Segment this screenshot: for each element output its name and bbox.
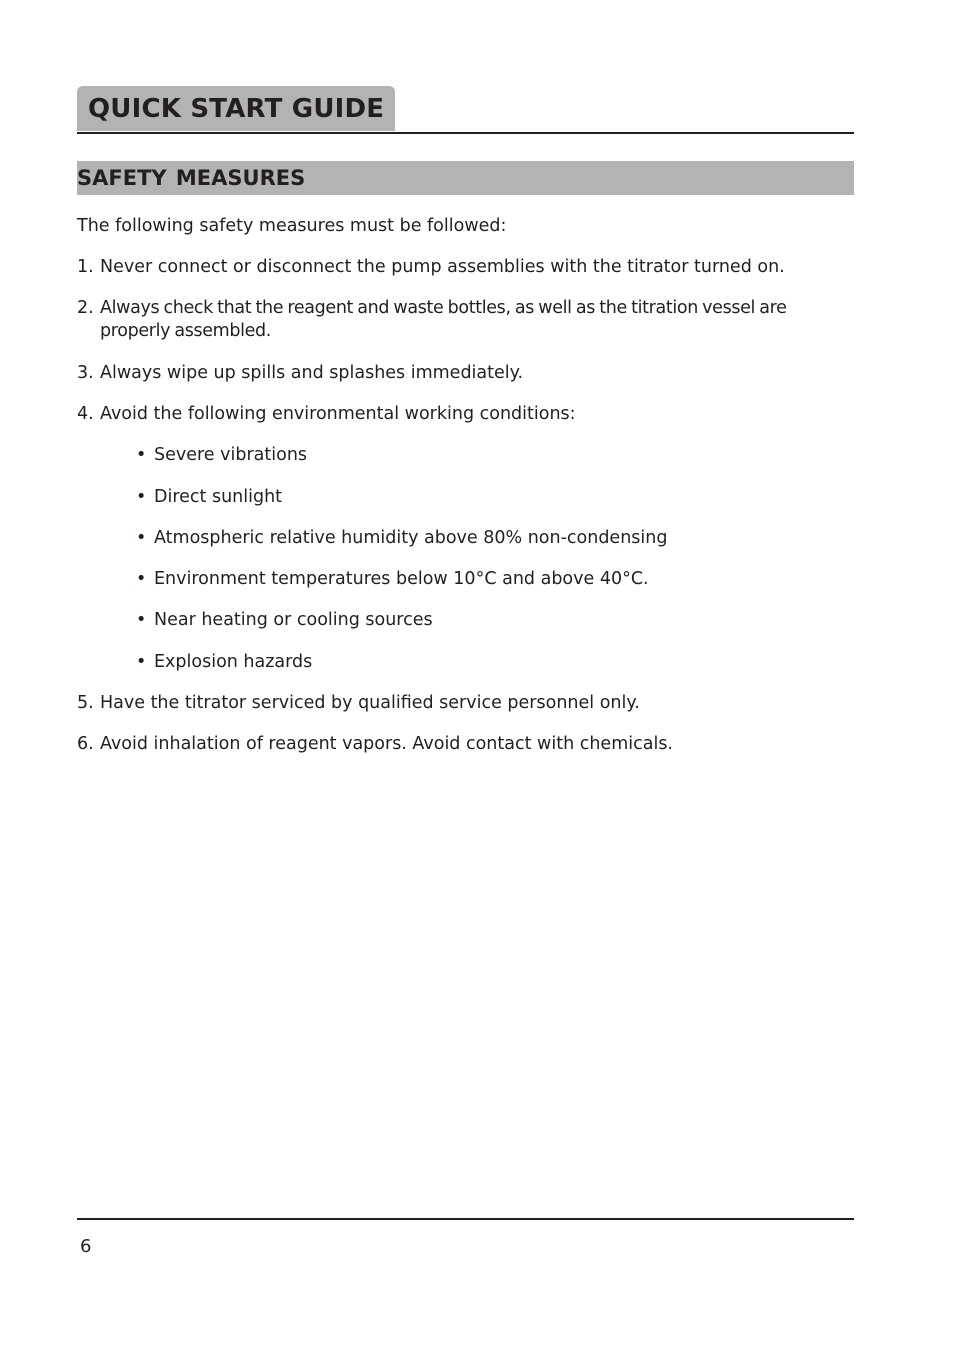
list-item-text: Have the titrator serviced by qualified service personnel only.: [100, 693, 640, 713]
list-item-text: Always wipe up spills and splashes immediately.: [100, 363, 524, 383]
list-item: [77, 733, 854, 756]
bullet-icon: •: [136, 487, 147, 507]
bullet-icon: •: [136, 569, 147, 589]
bullet-item: [136, 568, 836, 591]
bullet-item: [136, 609, 836, 632]
page-title-bar: [77, 86, 854, 134]
bullet-item: [136, 486, 836, 509]
footer-divider: [77, 1218, 854, 1220]
list-item-number: 2.: [77, 298, 94, 318]
list-item-number: 1.: [77, 257, 94, 277]
bullet-item-text: Environment temperatures below 10°C and above 40°C.: [154, 569, 649, 589]
bullet-item-text: Severe vibrations: [154, 445, 308, 465]
page-number: 6: [80, 1236, 92, 1257]
page-title-box: [77, 86, 395, 131]
intro-text: The following safety measures must be followed:: [77, 216, 507, 236]
list-item-text: Avoid the following environmental working conditions:: [100, 404, 576, 424]
section-heading: SAFETY MEASURES: [77, 166, 306, 190]
list-item-text: Always check that the reagent and waste bottles, as well as the titration vessel are properly assembled.: [100, 298, 787, 341]
list-item-text: Never connect or disconnect the pump assemblies with the titrator turned on.: [100, 257, 785, 277]
bullet-item-text: Atmospheric relative humidity above 80% non-condensing: [154, 528, 668, 548]
bullet-item-text: Near heating or cooling sources: [154, 610, 433, 630]
list-item: [77, 403, 854, 426]
list-item-number: 4.: [77, 404, 94, 424]
list-item-number: 3.: [77, 363, 94, 383]
page-title: QUICK START GUIDE: [88, 93, 385, 124]
list-item-number: 6.: [77, 734, 94, 754]
bullet-item-text: Explosion hazards: [154, 652, 313, 672]
list-item: [77, 256, 854, 279]
bullet-item-text: Direct sunlight: [154, 487, 283, 507]
bullet-icon: •: [136, 528, 147, 548]
list-item: [77, 362, 854, 385]
list-item-number: 5.: [77, 693, 94, 713]
bullet-icon: •: [136, 610, 147, 630]
bullet-item: [136, 651, 836, 674]
list-item: [77, 692, 854, 715]
bullet-icon: •: [136, 445, 147, 465]
section-heading-bar: [77, 161, 854, 195]
list-item-text: Avoid inhalation of reagent vapors. Avoid contact with chemicals.: [100, 734, 673, 754]
bullet-icon: •: [136, 652, 147, 672]
bullet-item: [136, 444, 836, 467]
bullet-item: [136, 527, 836, 550]
list-item: [77, 297, 854, 343]
